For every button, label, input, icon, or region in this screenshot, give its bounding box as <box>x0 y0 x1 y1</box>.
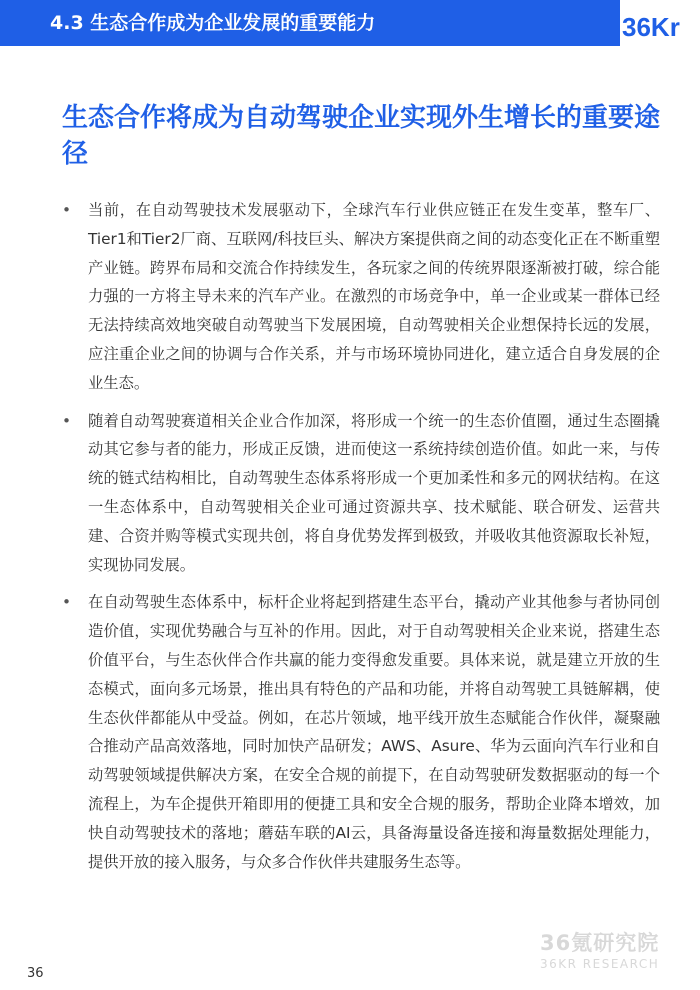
logo-text: 36Kr <box>622 12 680 42</box>
bullet-icon: • <box>62 411 72 430</box>
page-title: 生态合作将成为自动驾驶企业实现外生增长的重要途径 <box>62 103 661 169</box>
bullet-text: 随着自动驾驶赛道相关企业合作加深，将形成一个统一的生态价值圈，通过生态圈撬动其它参与者的能力，形成正反馈，进而使这一系统持续创造价值。如此一来，与传统的链式结构相比，自动驾驶生态体系将形成一个更加柔性和多元的网状结构。在这一生态体系中，自动驾驶相关企业可通过资源共享、技术赋能、联合研发、运营共建、合资并购等模式实现共创，将自身优势发挥到极致，并吸收其他资源取长补短，实现协同发展。 <box>88 411 660 574</box>
bullet-icon: • <box>62 593 72 612</box>
page-number: 36 <box>27 966 44 981</box>
header-bar <box>0 0 620 46</box>
watermark <box>540 930 690 972</box>
bullet-text: 当前，在自动驾驶技术发展驱动下，全球汽车行业供应链正在发生变革，整车厂、Tier1和Tier2厂商、互联网/科技巨头、解决方案提供商之间的动态变化正在不断重塑产业链。跨界布局和交流合作持续发生，各玩家之间的传统界限逐渐被打破，综合能力强的一方将主导未来的汽车产业。在激烈的市场竞争中，单一企业或某一群体已经无法持续高效地突破自动驾驶当下发展困境，自动驾驶相关企业想保持长远的发展，应注重企业之间的协调与合作关系，并与市场环境协同进化，建立适合自身发展的企业生态。 <box>88 201 660 392</box>
bullet-text: 在自动驾驶生态体系中，标杆企业将起到搭建生态平台，撬动产业其他参与者协同创造价值，实现优势融合与互补的作用。因此，对于自动驾驶相关企业来说，搭建生态价值平台，与生态伙伴合作共赢的能力变得愈发重要。具体来说，就是建立开放的生态模式，面向多元场景，推出具有特色的产品和功能，并将自动驾驶工具链解耦，使生态伙伴都能从中受益。例如，在芯片领域，地平线开放生态赋能合作伙伴，凝聚融合推动产品高效落地，同时加快产品研发；AWS、Asure、华为云面向汽车行业和自动驾驶领域提供解决方案，在安全合规的前提下，在自动驾驶研发数据驱动的每一个流程上，为车企提供开箱即用的便捷工具和安全合规的服务，帮助企业降本增效，加快自动驾驶技术的落地；蘑菇车联的AI云，具备海量设备连接和海量数据处理能力，提供开放的接入服务，与众多合作伙伴共建服务生态等。 <box>88 593 660 871</box>
list-item <box>62 407 660 580</box>
watermark-cn: 36氪研究院 <box>540 931 660 955</box>
list-item <box>62 588 660 876</box>
list-item <box>62 196 660 398</box>
bullet-icon: • <box>62 201 72 219</box>
watermark-en: 36KR RESEARCH <box>540 957 660 971</box>
logo-36kr <box>616 4 696 44</box>
section-title: 4.3 生态合作成为企业发展的重要能力 <box>50 12 376 34</box>
bullet-list <box>62 196 660 885</box>
